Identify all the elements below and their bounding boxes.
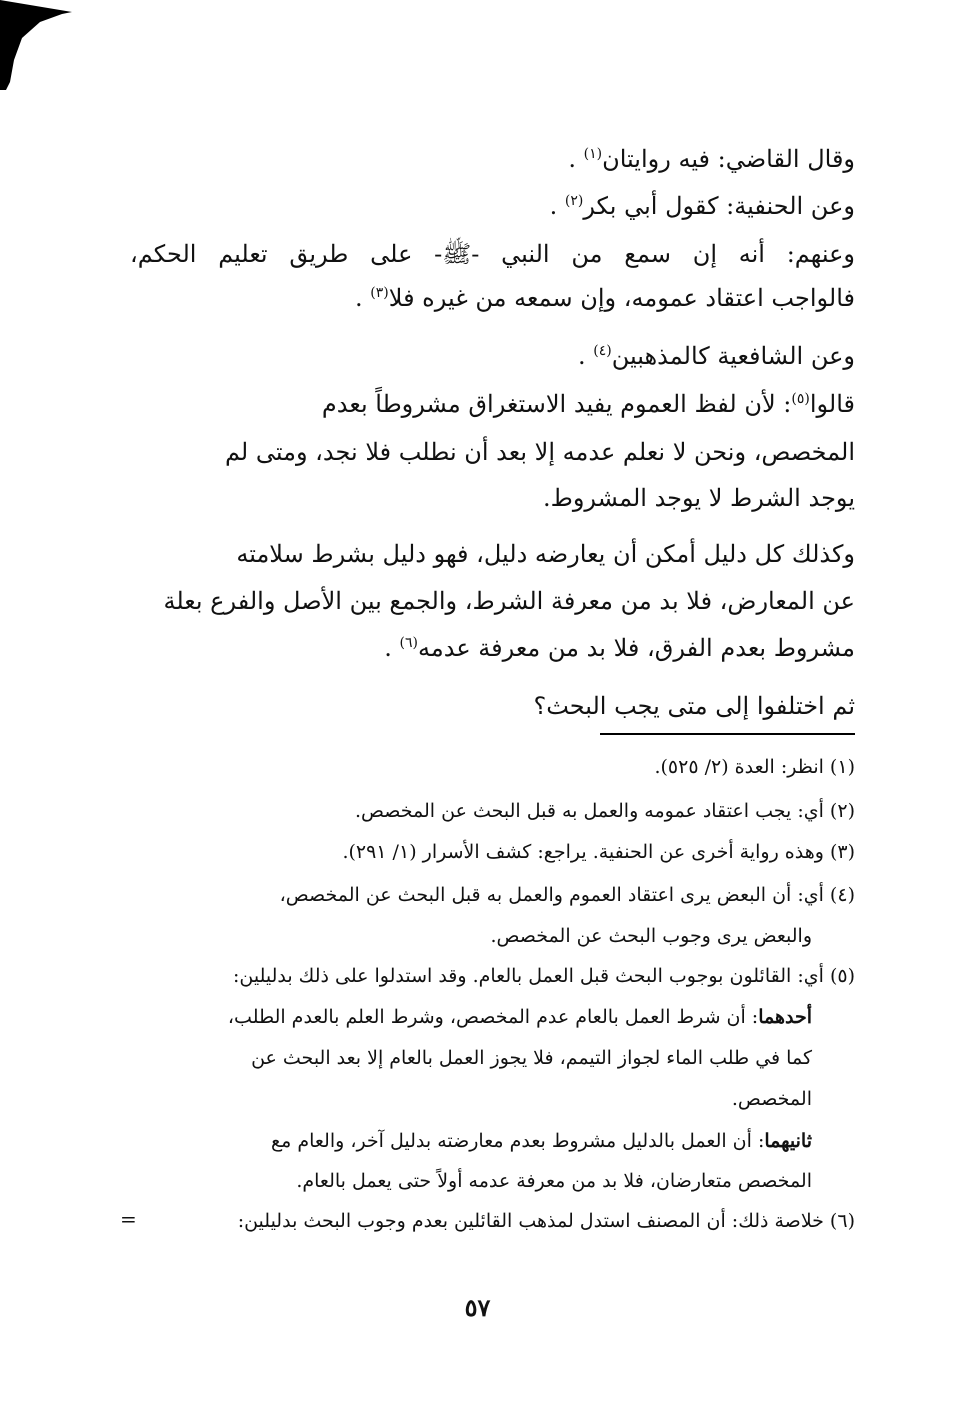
body-line-5: وعن الشافعية كالمذهبين$^{(٤)}$ .: [578, 342, 855, 370]
page-number: ٥٧: [464, 1293, 491, 1322]
footnote-4-line-1: (٤) أي: أن البعض يرى اعتقاد العموم والعمل به قبل البحث عن المخصص،: [279, 884, 855, 906]
footnote-5-line-2: أحدهما: أن شرط العمل بالعام عدم المخصص، وشرط العلم بالعدم الطلب،: [227, 1006, 812, 1028]
body-line-1: وقال القاضي: فيه روايتان$^{(١)}$ .: [568, 145, 855, 173]
body-line-12: ثم اختلفوا إلى متى يجب البحث؟: [533, 692, 855, 720]
body-line-6: قالوا$^{(٥)}$: لأن لفظ العموم يفيد الاستغراق مشروطاً بعدم: [321, 390, 855, 418]
body-line-2: وعن الحنفية: كقول أبي بكر$^{(٢)}$ .: [549, 192, 855, 220]
footnote-1: (١) انظر: العدة (٢/ ٥٢٥).: [654, 756, 855, 778]
footnote-separator: [600, 733, 855, 735]
body-line-3: وعنهم: أنه إن سمع من النبي -ﷺ- على طريق تعليم الحكم،: [130, 240, 855, 268]
footnote-5-line-1: (٥) أي: القائلون بوجوب البحث قبل العمل بالعام. وقد استدلوا على ذلك بدليلين:: [232, 965, 855, 987]
body-line-10: عن المعارض، فلا بد من معرفة الشرط، والجمع بين الأصل والفرع بعلة: [163, 587, 855, 615]
footnote-4-line-2: والبعض يرى وجوب البحث عن المخصص.: [490, 925, 812, 947]
body-line-9: وكذلك كل دليل أمكن أن يعارضه دليل، فهو دليل بشرط سلامته: [236, 540, 855, 568]
footnote-5-line-3: كما في طلب الماء لجواز التيمم، فلا يجوز العمل بالعام إلا بعد البحث عن: [251, 1047, 812, 1069]
continuation-mark: =: [120, 1207, 137, 1231]
body-line-8: يوجد الشرط لا يوجد المشروط.: [543, 484, 855, 512]
footnote-5-line-5: ثانيهما: أن العمل بالدليل مشروط بعدم معارضته بدليل آخر، والعام مع: [270, 1130, 812, 1152]
body-line-7: المخصص، ونحن لا نعلم عدمه إلا بعد أن نطلب فلا نجد، ومتى لم: [224, 438, 855, 466]
footnote-5-line-4: المخصص.: [731, 1088, 812, 1110]
body-line-11: مشروط بعدم الفرق، فلا بد من معرفة عدمه$^{(٦)}$ .: [384, 634, 855, 662]
footnote-5-line-6: المخصص متعارضان، فلا بد من معرفة عدمه أولاً حتى يعمل بالعام.: [296, 1170, 812, 1192]
footnote-2: (٢) أي: يجب اعتقاد عمومه والعمل به قبل البحث عن المخصص.: [354, 800, 855, 822]
footnote-3: (٣) وهذه رواية أخرى عن الحنفية. يراجع: كشف الأسرار (١/ ٢٩١).: [342, 841, 855, 863]
footnote-6: (٦) خلاصة ذلك: أن المصنف استدل لمذهب القائلين بعدم وجوب البحث بدليلين:: [237, 1210, 855, 1232]
body-line-4: فالواجب اعتقاد عمومه، وإن سمعه من غيره فلا$^{(٣)}$ .: [355, 284, 855, 312]
